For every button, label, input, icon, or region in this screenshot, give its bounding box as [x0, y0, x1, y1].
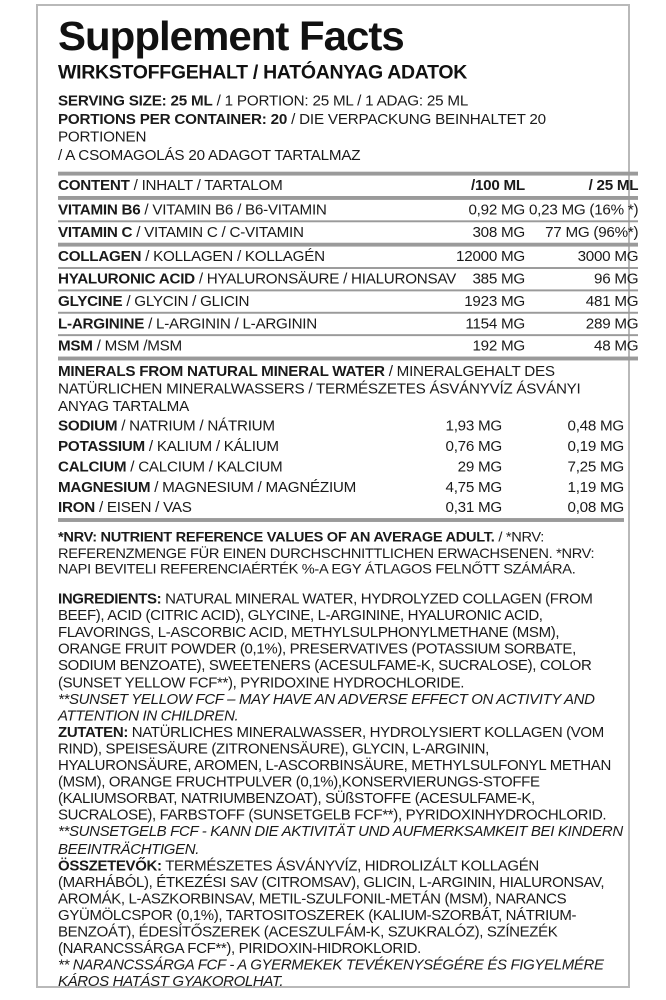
header-content-bold: CONTENT [58, 177, 130, 195]
row-name-rest: / MSM /MSM [92, 338, 182, 355]
table-row [58, 314, 638, 335]
row-value-25ml: 289 MG [585, 316, 639, 333]
row-value-100ml: 308 MG [472, 224, 525, 242]
row-name-bold: COLLAGEN [58, 248, 142, 266]
row-name-rest: / VITAMIN C / C-VITAMIN [132, 224, 304, 242]
row-name-rest: / EISEN / VAS [94, 499, 192, 517]
row-value-100ml: 0,76 MG [445, 438, 502, 456]
header-content-cell [58, 176, 456, 198]
table-row [58, 269, 638, 290]
table-row [58, 477, 624, 497]
table-row [58, 437, 624, 457]
row-value-100ml: 1923 MG [464, 293, 525, 311]
table-row [58, 498, 624, 520]
ingredients-de-text: NATÜRLICHES MINERALWASSER, HYDROLYSIERT KOLLAGEN (VOM RIND), SPEISESÄURE (ZITRONENSÄURE), GLYCIN, L-ARGININ, HYALURONSÄURE, AROMEN, L-ASCORBINSÄURE, METHYLSULFONYL METHAN (MSM), ORANGE FRUCHTPULVER (0,1%),KONSERVIERUNGS-STOFFE (KALIUMSORBAT, NATRIUMBENZOAT), SÜßSTOFFE (ACESULFAME-K, SUCRALOSE), FARBSTOFF (SUNSETGELB FCF**), PYRIDOXINHYDROCHLORID. [58, 724, 611, 824]
warning-de: **SUNSETGELB FCF - KANN DIE AKTIVITÄT UND AUFMERKSAMKEIT BEI KINDERN BEEINTRÄCHTIGEN. [58, 823, 623, 858]
ingredients-de-label: ZUTATEN: [58, 724, 128, 741]
subtitle: WIRKSTOFFGEHALT / HATÓANYAG ADATOK [58, 61, 468, 84]
table-row [58, 247, 638, 268]
row-value-25ml: 48 MG [594, 338, 639, 355]
row-value-25ml: 0,08 MG [567, 499, 624, 517]
row-name-rest: / KOLLAGEN / KOLLAGÉN [141, 248, 325, 266]
row-value-25ml: 0,23 MG (16% *) [528, 202, 639, 219]
serving-size-label: SERVING SIZE: 25 ML [58, 93, 213, 110]
row-value-100ml: 12000 MG [456, 248, 525, 266]
row-value-25ml: 3000 MG [577, 248, 639, 266]
row-name-bold: MAGNESIUM [58, 479, 151, 496]
row-name-rest: / HYALURONSÄURE / HIALURONSAV [194, 271, 457, 288]
row-name-bold: GLYCINE [58, 293, 123, 311]
ingredients-hu-body [58, 857, 624, 957]
table-row [58, 416, 624, 436]
row-name-bold: IRON [58, 499, 95, 517]
table-row [58, 292, 638, 313]
row-name-rest: / VITAMIN B6 / B6-VITAMIN [140, 202, 327, 219]
row-name-bold: L-ARGININE [58, 316, 145, 333]
row-value-100ml: 0,92 MG [468, 202, 525, 219]
ingredients-en [58, 591, 624, 724]
serving-info [58, 93, 618, 165]
ingredients-en-text: NATURAL MINERAL WATER, HYDROLYZED COLLAGEN (FROM BEEF), ACID (CITRIC ACID), GLYCINE, L-ARGININE, HYALURONIC ACID, FLAVORINGS, L-ASCORBIC ACID, METHYLSULPHONYLMETHANE (MSM), ORANGE FRUIT POWDER (0,1%), PRESERVATIVES (POTASSIUM SORBATE, SODIUM BENZOATE), SWEETENERS (ACESULFAME-K, SUCRALOSE), COLOR (SUNSET YELLOW FCF**), PYRIDOXINE HYDROCHLORIDE. [58, 591, 593, 691]
portions-line [58, 111, 618, 147]
row-value-100ml: 192 MG [472, 338, 525, 355]
row-name-rest: / NATRIUM / NÁTRIUM [117, 418, 275, 435]
ingredients-hu-label: ÖSSZETEVŐK: [58, 857, 162, 874]
row-name-bold: HYALURONIC ACID [58, 271, 195, 288]
row-name-bold: MSM [58, 338, 93, 355]
portions-line-hu: / A CSOMAGOLÁS 20 ADAGOT TARTALMAZ [58, 147, 361, 164]
ingredients-de-body [58, 724, 624, 824]
nrv-bold: *NRV: NUTRIENT REFERENCE VALUES OF AN AVERAGE ADULT. [58, 529, 495, 546]
row-name-rest: / CALCIUM / KALCIUM [126, 458, 283, 476]
row-name-bold: POTASSIUM [58, 438, 145, 456]
row-name-bold: VITAMIN B6 [58, 202, 141, 219]
row-value-25ml: 0,48 MG [567, 418, 624, 435]
warning-en: **SUNSET YELLOW FCF – MAY HAVE AN ADVERSE EFFECT ON ACTIVITY AND ATTENTION IN CHILDREN. [58, 690, 595, 725]
row-value-25ml: 7,25 MG [567, 458, 624, 476]
supplement-facts-panel [36, 4, 639, 991]
row-value-100ml: 29 MG [457, 458, 502, 476]
serving-size-line [58, 93, 618, 111]
table-row [58, 200, 638, 221]
table-rule-bottom [58, 520, 624, 522]
row-value-25ml: 0,19 MG [567, 438, 624, 456]
row-value-25ml: 96 MG [594, 271, 639, 288]
row-value-100ml: 4,75 MG [445, 479, 502, 496]
row-name-bold: VITAMIN C [58, 224, 133, 242]
minerals-table [58, 416, 624, 522]
minerals-heading [58, 364, 624, 415]
nrv-footnote [58, 530, 624, 579]
row-value-25ml: 481 MG [585, 293, 639, 311]
portions-label: PORTIONS PER CONTAINER: 20 [58, 111, 288, 128]
header-col-25ml: / 25 ML [588, 177, 639, 195]
row-name-rest: / L-ARGININ / L-ARGININ [144, 316, 317, 333]
row-name-rest: / KALIUM / KÁLIUM [144, 438, 279, 456]
row-value-25ml: 77 MG (96%*) [545, 224, 639, 242]
table-row [58, 223, 638, 245]
nrv-rest: / *NRV: REFERENZMENGE FÜR EINEN DURCHSCHNITTLICHEN ERWACHSENEN. *NRV: NAPI BEVITELI REFERENCIAÉRTÉK %-A EGY ÁTLAGOS FELNŐTT SZÁMÁRA. [58, 529, 595, 578]
ingredients-de [58, 724, 624, 857]
row-name-rest: / GLYCIN / GLICIN [122, 293, 250, 311]
row-name-bold: CALCIUM [58, 458, 127, 476]
ingredients-hu [58, 857, 624, 990]
row-value-25ml: 1,19 MG [567, 479, 624, 496]
table-row [58, 457, 624, 477]
minerals-heading-bold: MINERALS FROM NATURAL MINERAL WATER [58, 363, 385, 381]
nutrition-table [58, 172, 638, 361]
row-value-100ml: 1154 MG [465, 316, 525, 333]
minerals-heading-rest: / MINERALGEHALT DES NATÜRLICHEN MINERALWASSERS / TERMÉSZETES ÁSVÁNYVÍZ ÁSVÁNYI ANYAG TARTALMA [58, 363, 581, 415]
table-row [58, 336, 638, 358]
header-col-100ml: /100 ML [471, 177, 525, 195]
portions-rest: / DIE VERPACKUNG BEINHALTET 20 PORTIONEN [58, 111, 546, 146]
ingredients-hu-text: TERMÉSZETES ÁSVÁNYVÍZ, HIDROLIZÁLT KOLLAGÉN (MARHÁBÓL), ÉTKEZÉSI SAV (CITROMSAV), GLICIN, L-ARGININ, HIALURONSAV, AROMÁK, L-ASZKORBINSAV, METIL-SZULFONIL-METÁN (MSM), NARANCS GYÜMÖLCSPOR (0,1%), TARTOSITOSZEREK (KALIUM-SZORBÁT, NÁTRIUM-BENZOÁT), ÉDESÍTŐSZEREK (ACESZULFÁM-K, SZUKRALÓZ), SZÍNEZÉK (NARANCSSÁRGA FCF**), PIRIDOXIN-HIDROKLORID. [58, 857, 605, 957]
row-value-100ml: 385 MG [472, 271, 525, 288]
row-value-100ml: 1,93 MG [445, 418, 502, 435]
row-value-100ml: 0,31 MG [445, 499, 502, 517]
row-name-rest: / MAGNESIUM / MAGNÉZIUM [150, 479, 357, 496]
serving-size-rest: / 1 PORTION: 25 ML / 1 ADAG: 25 ML [212, 93, 469, 110]
table-rule [58, 359, 638, 361]
warning-hu: ** NARANCSSÁRGA FCF - A GYERMEKEK TEVÉKENYSÉGÉRE ÉS FIGYELMÉRE KÁROS HATÁST GYAKOROLHAT. [58, 957, 604, 991]
ingredients-en-label: INGREDIENTS: [58, 591, 162, 608]
row-name-bold: SODIUM [58, 418, 118, 435]
header-content-rest: / INHALT / TARTALOM [129, 177, 283, 195]
table-header-row [58, 176, 638, 198]
page-title: Supplement Facts [58, 13, 404, 59]
ingredients-en-body [58, 591, 624, 691]
